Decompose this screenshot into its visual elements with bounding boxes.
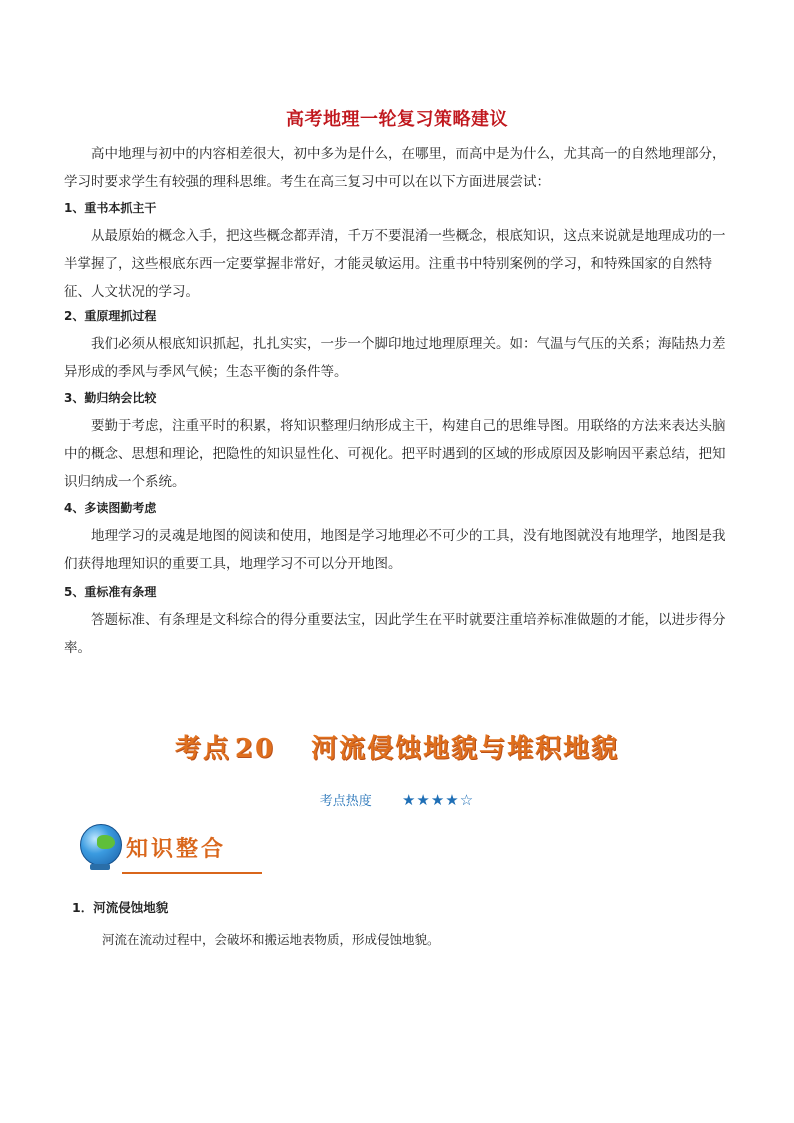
section-text: 地理学习的灵魂是地图的阅读和使用，地图是学习地理必不可少的工具，没有地图就没有地理学，地图是我们获得地理知识的重要工具，地理学习不可以分开地图。 [64,528,726,572]
subsection-heading: 1．河流侵蚀地貌 [72,900,169,915]
section-heading: 2、重原理抓过程 [64,309,157,323]
topic-prefix: 考点 [174,734,231,764]
globe-icon [80,824,122,866]
section-text: 要勤于考虑，注重平时的积累，将知识整理归纳形成主干，构建自己的思维导图。用联络的方法来表达头脑中的概念、思想和理论，把隐性的知识显性化、可视化。把平时遇到的区域的形成原因及影响因平素总结，把知识归纳成一个系统。 [64,418,726,490]
banner-underline [122,872,262,874]
intro-block [64,140,734,196]
section-heading: 3、勤归纳会比较 [64,391,157,405]
section-heading: 5、重标准有条理 [64,585,157,599]
section-3 [64,384,734,496]
section-heading: 4、多读图勤考虑 [64,501,157,515]
section-heading: 1、重书本抓主干 [64,201,157,215]
section-text: 我们必须从根底知识抓起，扎扎实实，一步一个脚印地过地理原理关。如：气温与气压的关系；海陆热力差异形成的季风与季风气候；生态平衡的条件等。 [64,336,726,380]
topic-title [0,728,794,765]
section-5 [64,578,734,662]
topic-number: 20 [234,734,276,764]
section-2 [64,302,734,386]
topic-name: 河流侵蚀地貌与堆积地貌 [311,734,620,764]
heat-label: 考点热度 [319,794,372,809]
globe-stand [90,864,110,870]
page-title: 高考地理一轮复习策略建议 [286,109,508,130]
topic-heat [0,790,794,809]
heat-stars: ★★★★☆ [401,791,475,809]
knowledge-banner [72,822,262,876]
section-4 [64,494,734,578]
section-text: 从最原始的概念入手，把这些概念都弄清，千万不要混淆一些概念，根底知识，这点来说就是地理成功的一半掌握了，这些根底东西一定要掌握非常好，才能灵敏运用。注重书中特别案例的学习，和特殊国家的自然特征、人文状况的学习。 [64,228,726,300]
banner-label: 知识整合 [126,836,227,862]
intro-paragraph: 高中地理与初中的内容相差很大，初中多为是什么，在哪里，而高中是为什么，尤其高一的自然地理部分，学习时要求学生有较强的理科思维。考生在高三复习中可以在以下方面进展尝试： [64,146,726,190]
section-text: 答题标准、有条理是文科综合的得分重要法宝，因此学生在平时就要注重培养标准做题的才能，以进步得分率。 [64,612,726,656]
section-1 [64,194,734,306]
subsection-text: 河流在流动过程中，会破坏和搬运地表物质，形成侵蚀地貌。 [102,932,440,947]
